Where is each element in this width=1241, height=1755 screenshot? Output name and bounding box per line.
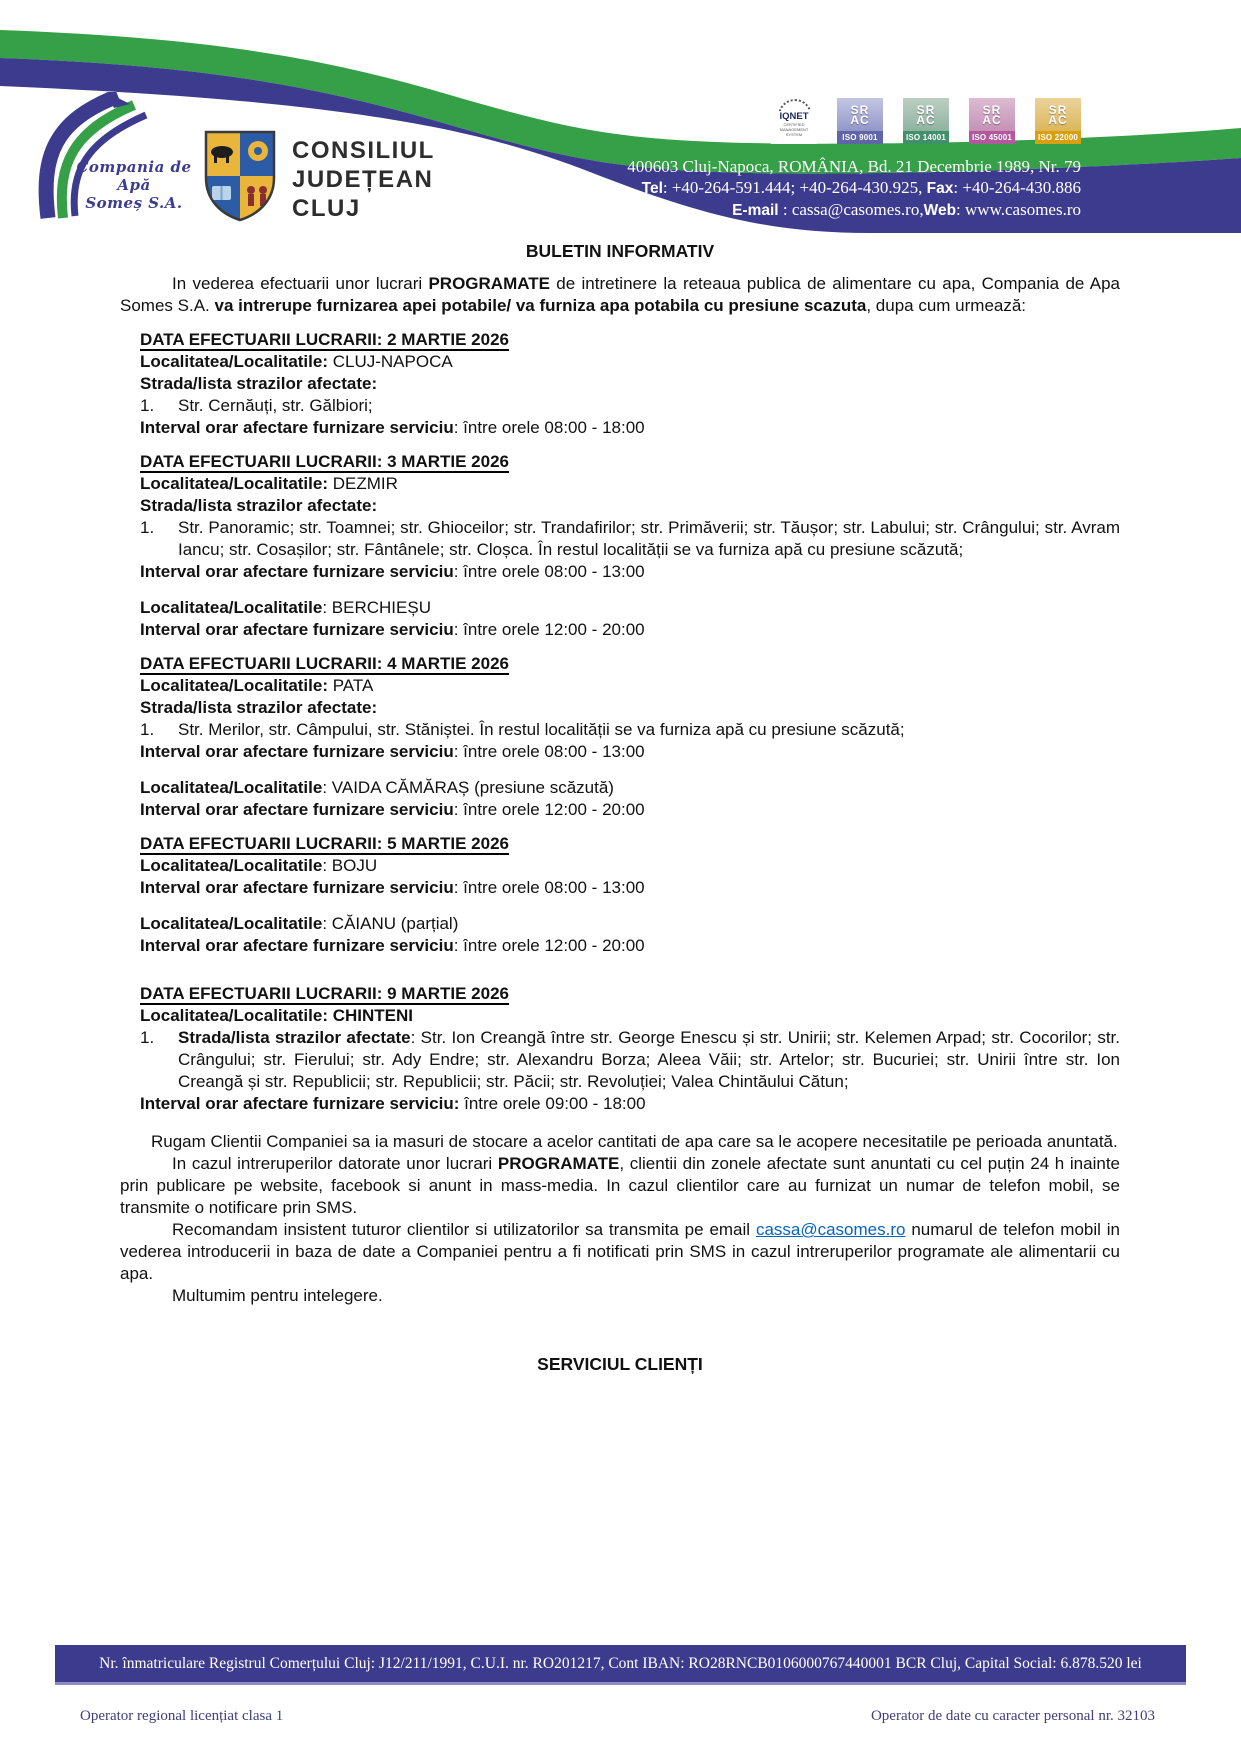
iqnet-certification-badge	[771, 98, 817, 144]
document-body	[120, 240, 1120, 1375]
detail-row	[120, 495, 1120, 517]
council-line1: CONSILIUL	[292, 137, 435, 164]
text-run: : VAIDA CĂMĂRAȘ (presiune scăzută)	[322, 778, 614, 797]
section-date-heading-text: DATA EFECTUARII LUCRARII: 4 MARTIE 2026	[140, 654, 509, 673]
closing-paragraph	[120, 1285, 1120, 1307]
text-run: In cazul intreruperilor datorate unor lucrari	[172, 1154, 498, 1173]
section-date-heading-text: DATA EFECTUARII LUCRARII: 3 MARTIE 2026	[140, 452, 509, 471]
detail-row	[120, 351, 1120, 373]
text-run: Recomandam insistent tuturor clientilor si utilizatorilor sa transmita pe email	[172, 1220, 756, 1239]
section-date-heading	[120, 653, 1120, 675]
street-list-text	[178, 1027, 1120, 1093]
section-date-heading	[120, 983, 1120, 1005]
company-name-line2: Someș S.A.	[85, 194, 183, 212]
detail-row	[120, 913, 1120, 935]
signature: SERVICIUL CLIENȚI	[537, 1354, 703, 1374]
web-value: : www.casomes.ro	[956, 200, 1081, 219]
srac-logo-icon	[903, 98, 949, 131]
email-value: : cassa@casomes.ro,	[778, 200, 924, 219]
footer-operator-license: Operator regional licențiat clasa 1	[80, 1708, 284, 1724]
bold-text: Localitatea/Localitatile	[140, 598, 323, 617]
detail-row	[120, 417, 1120, 439]
bold-text: PROGRAMATE	[497, 1154, 620, 1173]
company-logo	[18, 92, 198, 227]
text-run: PATA	[328, 676, 374, 695]
bold-text: Localitatea/Localitatile:	[140, 474, 328, 493]
iso-standard-label: ISO 9001	[837, 131, 883, 144]
page-title: BULETIN INFORMATIV	[525, 241, 715, 261]
iso-standard-label: ISO 22000	[1035, 131, 1081, 144]
section-date-heading	[120, 329, 1120, 351]
bold-text: Interval orar afectare furnizare serviciu	[140, 620, 454, 639]
footer-data-operator: Operator de date cu caracter personal nr. 32103	[870, 1708, 1155, 1724]
bold-text: Localitatea/Localitatile	[140, 914, 323, 933]
text-run: : între orele 12:00 - 20:00	[453, 800, 645, 819]
detail-row	[120, 855, 1120, 877]
list-number: 1.	[140, 518, 155, 537]
text-run: Str. Cernăuți, str. Gălbiori;	[178, 396, 373, 415]
closing-paragraphs	[120, 1131, 1120, 1307]
detail-row	[120, 935, 1120, 957]
tel-label: Tel	[641, 180, 663, 197]
srac-ac-text: AC	[916, 112, 936, 127]
detail-row	[120, 697, 1120, 719]
section-date-heading-text: DATA EFECTUARII LUCRARII: 5 MARTIE 2026	[140, 834, 509, 853]
text-run: : BOJU	[322, 856, 378, 875]
email-web-line	[627, 199, 1081, 221]
fax-label: Fax	[926, 180, 954, 197]
bold-text: Interval orar afectare furnizare serviciu	[140, 742, 454, 761]
srac-sr-text: SR	[850, 102, 870, 117]
text-run: : între orele 12:00 - 20:00	[453, 936, 645, 955]
street-list-item	[120, 719, 1120, 741]
street-list-item	[120, 1027, 1120, 1093]
text-run: , clientii din zonele afectate sunt anuntati cu cel puțin 24 h inainte prin publicare pe website, facebook si anunt in mass-media. In cazul clientilor care au furnizat un numar de telefon mobil, se transmite o notificare prin SMS.	[120, 1154, 1120, 1217]
closing-paragraph	[120, 1219, 1120, 1285]
text-run: : între orele 12:00 - 20:00	[453, 620, 645, 639]
certification-badges	[771, 98, 1081, 144]
bold-text: Strada/lista strazilor afectate:	[140, 496, 378, 515]
srac-sr-text: SR	[916, 102, 936, 117]
council-line2: JUDEȚEAN	[292, 166, 434, 193]
bold-text: Interval orar afectare furnizare serviciu	[140, 800, 454, 819]
text-run: : între orele 08:00 - 13:00	[453, 742, 645, 761]
address-line: 400603 Cluj-Napoca, ROMÂNIA, Bd. 21 Decembrie 1989, Nr. 79	[627, 157, 1081, 176]
closing-paragraph	[120, 1153, 1120, 1219]
street-list-text	[178, 395, 1120, 417]
bold-text: Interval orar afectare furnizare serviciu:	[140, 1094, 460, 1113]
detail-row	[120, 877, 1120, 899]
bold-text: Strada/lista strazilor afectate:	[140, 698, 378, 717]
bold-text: Localitatea/Localitatile:	[140, 676, 328, 695]
srac-ac-text: AC	[850, 112, 870, 127]
text-run: CLUJ-NAPOCA	[328, 352, 453, 371]
text-run: Rugam Clientii Companiei sa ia masuri de stocare a acelor cantitati de apa care sa le acopere necesitatile pe perioada anuntată.	[151, 1132, 1118, 1151]
srac-ac-text: AC	[1048, 112, 1068, 127]
iso-standard-label: ISO 14001	[903, 131, 949, 144]
text-run: : între orele 08:00 - 18:00	[453, 418, 645, 437]
bold-text: va intrerupe furnizarea apei potabile/ va furniza apa potabila cu presiune scazuta	[214, 296, 867, 315]
srac-logo-icon	[1035, 98, 1081, 131]
company-name-line1: Compania de Apă	[76, 158, 192, 194]
srac-certification-badge	[1035, 98, 1081, 144]
detail-row	[120, 597, 1120, 619]
text-run: Str. Merilor, str. Câmpului, str. Stăniștei. În restul localității se va furniza apă cu presiune scăzută;	[178, 720, 905, 739]
bold-text: Strada/lista strazilor afectate:	[140, 374, 378, 393]
section-date-heading-text: DATA EFECTUARII LUCRARII: 2 MARTIE 2026	[140, 330, 509, 349]
detail-row	[120, 1093, 1120, 1115]
iqnet-label: IQNET	[771, 111, 817, 122]
srac-sr-text: SR	[1048, 102, 1068, 117]
detail-row	[120, 741, 1120, 763]
text-run: : CĂIANU (parțial)	[322, 914, 459, 933]
list-number: 1.	[140, 720, 155, 739]
bold-text: Localitatea/Localitatile	[140, 778, 323, 797]
bold-text: Localitatea/Localitatile	[140, 856, 323, 875]
fax-number: : +40-264-430.886	[953, 178, 1081, 197]
bold-text: Interval orar afectare furnizare serviciu	[140, 936, 454, 955]
bold-text: Interval orar afectare furnizare serviciu	[140, 418, 454, 437]
work-date-sections	[120, 329, 1120, 1115]
srac-certification-badge	[969, 98, 1015, 144]
iqnet-subtext: CERTIFIED MANAGEMENT SYSTEM	[771, 122, 817, 137]
street-list-text	[178, 517, 1120, 561]
srac-certification-badge	[837, 98, 883, 144]
bold-text: Interval orar afectare furnizare serviciu	[140, 562, 454, 581]
web-label: Web	[923, 202, 957, 219]
detail-row	[120, 473, 1120, 495]
list-number: 1.	[140, 1028, 155, 1047]
text-run: : între orele 08:00 - 13:00	[453, 562, 645, 581]
contact-info	[627, 156, 1081, 221]
detail-row	[120, 675, 1120, 697]
closing-paragraph	[120, 1131, 1120, 1153]
detail-row	[120, 373, 1120, 395]
text-run: : Str. Ion Creangă între str. George Enescu și str. Unirii; str. Kelemen Arpad; str. Cocorilor; str. Crângului; str. Fierului; str. Ady Endre; str. Alexandru Borza; Aleea Văii; str. Artelor; str. Bucuriei; str. Unirii între str. Ion Creangă și str. Republicii; str. Republicii; str. Păcii; str. Revoluției; Valea Chintăului Cătun;	[178, 1028, 1120, 1091]
header	[0, 0, 1241, 233]
bold-text: Strada/lista strazilor afectate	[178, 1028, 411, 1047]
text-run: numarul de telefon mobil in vederea introducerii in baza de date a Companiei pentru a fi notificati prin SMS in cazul intreruperilor programate ale alimentarii cu apa.	[120, 1220, 1120, 1283]
text-run: : BERCHIEȘU	[322, 598, 431, 617]
srac-sr-text: SR	[982, 102, 1002, 117]
detail-row	[120, 561, 1120, 583]
text-run: In vederea efectuarii unor lucrari	[172, 274, 429, 293]
council-line3: CLUJ	[292, 195, 361, 222]
text-run: de intretinere la reteaua publica de alimentare cu apa, Compania de Apa Somes S.A.	[120, 274, 1120, 315]
detail-row	[120, 1005, 1120, 1027]
section-date-heading-text: DATA EFECTUARII LUCRARII: 9 MARTIE 2026	[140, 984, 509, 1003]
county-council-name	[292, 136, 435, 223]
text-run: DEZMIR	[328, 474, 398, 493]
iso-standard-label: ISO 45001	[969, 131, 1015, 144]
text-run: : între orele 08:00 - 13:00	[453, 878, 645, 897]
srac-ac-text: AC	[982, 112, 1002, 127]
bold-text: Localitatea/Localitatile: CHINTENI	[140, 1006, 413, 1025]
bold-text: PROGRAMATE	[428, 274, 550, 293]
footer-registration-bar: Nr. înmatriculare Registrul Comerțului Cluj: J12/211/1991, C.U.I. nr. RO201217, Cont IBAN: RO28RNCB0106000767440001 BCR Cluj, Capital Social: 6.878.520 lei	[55, 1645, 1186, 1685]
text-run: Str. Panoramic; str. Toamnei; str. Ghioceilor; str. Trandafirilor; str. Primăverii; str. Tăușor; str. Labului; str. Crângului; str. Avram Iancu; str. Cosașilor; str. Fântânele; str. Cloșca. În restul localității se va furniza apă cu presiune scăzută;	[178, 518, 1120, 559]
text-run: , dupa cum urmează:	[866, 296, 1027, 315]
section-date-heading	[120, 451, 1120, 473]
text-run: între orele 09:00 - 18:00	[459, 1094, 646, 1113]
street-list-text	[178, 719, 1120, 741]
srac-logo-icon	[837, 98, 883, 131]
text-run: Multumim pentru intelegere.	[172, 1286, 383, 1305]
company-logo-text	[70, 158, 198, 212]
tel-numbers: : +40-264-591.444; +40-264-430.925,	[662, 178, 927, 197]
cluj-county-coat-of-arms	[202, 128, 278, 223]
street-list-item	[120, 517, 1120, 561]
detail-row	[120, 777, 1120, 799]
list-number: 1.	[140, 396, 155, 415]
srac-logo-icon	[969, 98, 1015, 131]
street-list-item	[120, 395, 1120, 417]
section-date-heading	[120, 833, 1120, 855]
bold-text: Localitatea/Localitatile:	[140, 352, 328, 371]
detail-row	[120, 619, 1120, 641]
email-link[interactable]: cassa@casomes.ro	[755, 1220, 906, 1239]
srac-certification-badge	[903, 98, 949, 144]
email-label: E-mail	[732, 202, 779, 219]
detail-row	[120, 799, 1120, 821]
footer-bottom-row	[80, 1708, 1155, 1725]
intro-paragraph	[120, 273, 1120, 317]
bold-text: Interval orar afectare furnizare serviciu	[140, 878, 454, 897]
phone-line	[627, 177, 1081, 199]
